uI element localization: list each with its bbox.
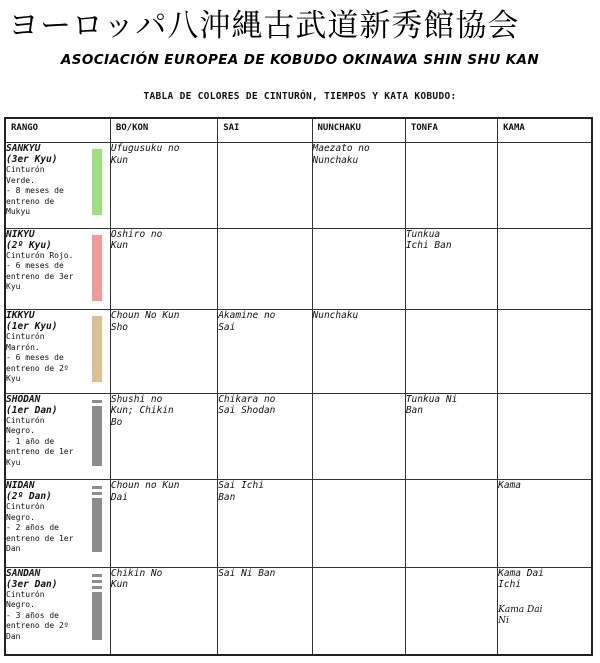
kata-bo-kon-text: Shushi no Kun; Chikin Bo xyxy=(110,393,174,428)
kata-kama xyxy=(498,143,592,229)
kata-kama xyxy=(498,567,592,655)
rank-name: SANKYU (3er Kyu) xyxy=(6,143,58,165)
belt-kata-table xyxy=(4,117,593,656)
belt-body xyxy=(92,498,102,552)
rank-name: SANDAN (3er Dan) xyxy=(6,567,58,590)
kata-nunchaku xyxy=(312,228,405,310)
table-row xyxy=(5,143,592,229)
rank-cell xyxy=(5,310,110,394)
table-row xyxy=(5,228,592,310)
kata-bo-kon-text: Oshiro no Kun xyxy=(110,228,163,252)
kata-bo-kon-text: Choun no Kun Dai xyxy=(110,480,180,503)
rank-name: NIDAN (2º Dan) xyxy=(6,480,52,503)
kata-sai xyxy=(218,228,312,310)
header-nunchaku: NUNCHAKU xyxy=(312,118,405,143)
kata-bo-kon xyxy=(110,393,217,480)
rank-description: Cinturón Verde. - 8 meses de entreno de Mukyu xyxy=(6,165,64,216)
kata-tonfa xyxy=(405,143,497,229)
kata-tonfa xyxy=(405,567,497,655)
rank-cell xyxy=(5,480,110,568)
table-row xyxy=(5,310,592,394)
kata-bo-kon xyxy=(110,480,217,568)
kata-bo-kon xyxy=(110,228,217,310)
dan-stripe xyxy=(92,400,102,403)
kata-sai-text: Chikara no Sai Shodan xyxy=(218,393,276,417)
kata-kama xyxy=(498,310,592,394)
kata-kama xyxy=(498,480,592,568)
rank-cell xyxy=(5,228,110,310)
belt-color-swatch xyxy=(92,574,102,650)
kata-tonfa xyxy=(405,228,497,310)
kata-bo-kon-text: Choun No Kun Sho xyxy=(110,310,180,333)
kata-sai xyxy=(218,567,312,655)
dan-stripe xyxy=(92,486,102,489)
table-title: TABLA DE COLORES DE CINTURÓN, TIEMPOS Y KATA KOBUDO: xyxy=(143,91,457,102)
table-row xyxy=(5,480,592,568)
rank-description: Cinturón Negro. - 1 año de entreno de 1er Kyu xyxy=(6,415,74,467)
kata-tonfa xyxy=(405,310,497,394)
rank-cell xyxy=(5,143,110,229)
kata-bo-kon-text: Ufugusuku no Kun xyxy=(110,143,180,166)
table-row xyxy=(5,567,592,655)
header-bo-kon: BO/KON xyxy=(110,118,217,143)
kata-bo-kon-text: Chikin No Kun xyxy=(110,567,163,591)
belt-body xyxy=(92,592,102,640)
belt-color-swatch xyxy=(92,486,102,562)
table-header-row xyxy=(5,118,592,143)
rank-description: Cinturón Marrón. - 6 meses de entreno de 2º Kyu xyxy=(6,332,69,384)
belt-color-swatch xyxy=(92,149,102,215)
rank-name: NIKYU (2º Kyu) xyxy=(6,228,52,251)
header-kama: KAMA xyxy=(498,118,592,143)
dan-stripe xyxy=(92,580,102,583)
dan-stripe xyxy=(92,492,102,495)
kata-kama-text: Kama xyxy=(498,480,522,492)
belt-color-swatch xyxy=(92,235,102,301)
kata-kama-text: Kama Dai Ichi xyxy=(498,567,544,591)
rank-name: IKKYU (1er Kyu) xyxy=(6,310,58,333)
kama-handwritten-note: Kama Dai Ni xyxy=(498,604,543,626)
kata-nunchaku-text: Maezato no Nunchaku xyxy=(312,143,370,166)
rank-cell xyxy=(5,567,110,655)
kata-bo-kon xyxy=(110,143,217,229)
dan-stripe xyxy=(92,574,102,577)
table-body xyxy=(5,143,592,656)
kata-sai-text: Akamine no Sai xyxy=(218,310,276,333)
rank-description: Cinturón Negro. - 3 años de entreno de 2º Dan xyxy=(6,589,69,641)
rank-description: Cinturón Rojo. - 6 meses de entreno de 3er Kyu xyxy=(6,250,74,292)
kata-bo-kon xyxy=(110,567,217,655)
kata-sai-text: Sai Ni Ban xyxy=(218,567,276,579)
kata-tonfa-text: Tunkua Ni Ban xyxy=(405,393,458,417)
kata-nunchaku xyxy=(312,143,405,229)
kata-tonfa xyxy=(405,480,497,568)
kata-nunchaku xyxy=(312,480,405,568)
kata-sai-text: Sai Ichi Ban xyxy=(218,480,264,503)
kata-kama xyxy=(498,393,592,480)
belt-color-swatch xyxy=(92,400,102,476)
rank-description: Cinturón Negro. - 2 años de entreno de 1er Dan xyxy=(6,502,74,554)
kata-sai xyxy=(218,480,312,568)
belt-body xyxy=(92,406,102,466)
kata-sai xyxy=(218,143,312,229)
kata-nunchaku xyxy=(312,393,405,480)
kata-sai xyxy=(218,310,312,394)
kata-nunchaku-text: Nunchaku xyxy=(312,310,359,322)
rank-cell xyxy=(5,393,110,480)
kata-tonfa xyxy=(405,393,497,480)
header-rango: RANGO xyxy=(5,118,110,143)
kata-tonfa-text: Tunkua Ichi Ban xyxy=(405,228,452,252)
japanese-title: ヨーロッパ八沖縄古武道新秀館協会 xyxy=(8,8,520,44)
kata-sai xyxy=(218,393,312,480)
table-row xyxy=(5,393,592,480)
kata-kama xyxy=(498,228,592,310)
kata-nunchaku xyxy=(312,310,405,394)
header-tonfa: TONFA xyxy=(405,118,497,143)
rank-name: SHODAN (1er Dan) xyxy=(6,393,58,416)
belt-color-swatch xyxy=(92,316,102,382)
header-sai: SAI xyxy=(218,118,312,143)
association-name: ASOCIACIÓN EUROPEA DE KOBUDO OKINAWA SHIN SHU KAN xyxy=(60,52,540,68)
kata-bo-kon xyxy=(110,310,217,394)
kata-nunchaku xyxy=(312,567,405,655)
dan-stripe xyxy=(92,586,102,589)
